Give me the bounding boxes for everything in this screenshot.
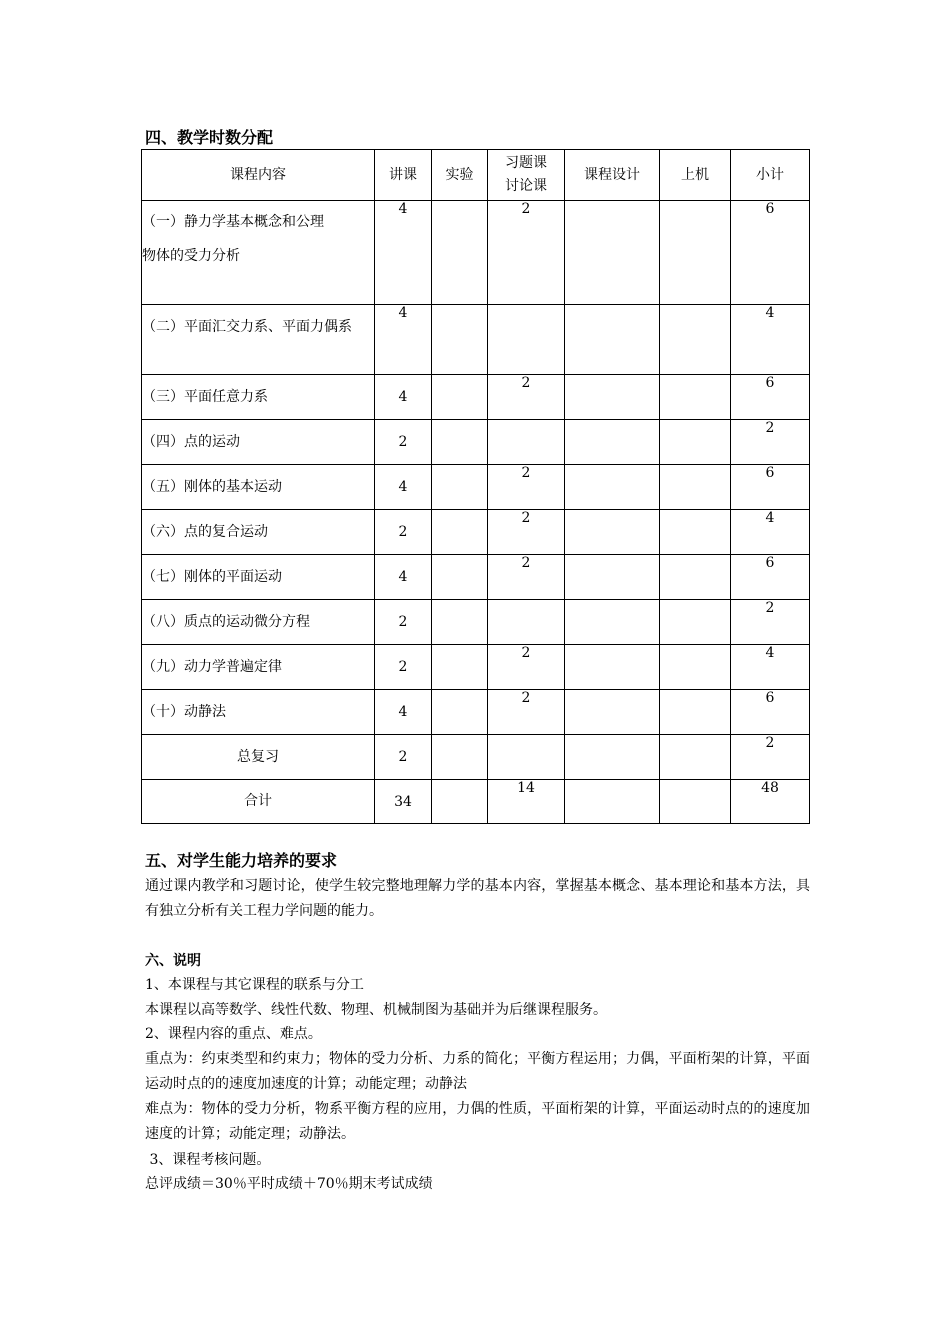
table-row xyxy=(142,735,810,780)
row-exercise: 2 xyxy=(488,465,565,510)
row-lab xyxy=(432,201,488,305)
row-content: （十）动静法 xyxy=(142,690,375,735)
row-content: （八）质点的运动微分方程 xyxy=(142,600,375,645)
row-design xyxy=(565,555,660,600)
row-design xyxy=(565,735,660,780)
section5-title: 五、对学生能力培养的要求 xyxy=(145,851,338,870)
row-lecture: 2 xyxy=(375,510,432,555)
section5-body: 通过课内教学和习题讨论，使学生较完整地理解力学的基本内容，掌握基本概念、基本理论和基本方法，具有独立分析有关工程力学问题的能力。 xyxy=(145,878,810,919)
row-lecture: 2 xyxy=(375,735,432,780)
table-row xyxy=(142,510,810,555)
row-subtotal: 4 xyxy=(731,645,810,690)
item2-key-points: 重点为：约束类型和约束力；物体的受力分析、力系的简化；平衡方程运用；力偶，平面桁架的计算，平面运动时点的的速度加速度的计算；动能定理；动静法 xyxy=(145,1051,810,1092)
table-header-row xyxy=(142,150,810,201)
row-content: （三）平面任意力系 xyxy=(142,375,375,420)
table-row xyxy=(142,600,810,645)
row-lab xyxy=(432,690,488,735)
row-subtotal: 4 xyxy=(731,305,810,375)
header-design: 课程设计 xyxy=(565,150,660,201)
row-lecture: 4 xyxy=(375,375,432,420)
table-row xyxy=(142,690,810,735)
row-content: （七）刚体的平面运动 xyxy=(142,555,375,600)
header-exercise xyxy=(488,150,565,201)
row-exercise: 2 xyxy=(488,645,565,690)
row-content: （九）动力学普遍定律 xyxy=(142,645,375,690)
row-lecture: 4 xyxy=(375,305,432,375)
row-exercise xyxy=(488,735,565,780)
row-exercise xyxy=(488,305,565,375)
header-exercise-line1: 习题课 xyxy=(505,155,547,171)
row-design xyxy=(565,375,660,420)
row-exercise: 14 xyxy=(488,780,565,824)
table-row xyxy=(142,201,810,305)
item2-title: 2、课程内容的重点、难点。 xyxy=(145,1026,322,1042)
item3-body: 总评成绩＝30％平时成绩＋70％期末考试成绩 xyxy=(145,1176,433,1192)
row-lecture: 34 xyxy=(375,780,432,824)
row-lecture: 4 xyxy=(375,555,432,600)
section6-title: 六、说明 xyxy=(145,953,201,969)
table-row xyxy=(142,555,810,600)
row-design xyxy=(565,690,660,735)
row-design xyxy=(565,510,660,555)
row-computer xyxy=(660,600,731,645)
item1-title: 1、本课程与其它课程的联系与分工 xyxy=(145,977,364,993)
header-content: 课程内容 xyxy=(142,150,375,201)
row-subtotal: 48 xyxy=(731,780,810,824)
row-exercise: 2 xyxy=(488,555,565,600)
item3-title: 3、课程考核问题。 xyxy=(145,1152,271,1168)
row-computer xyxy=(660,465,731,510)
row-lecture: 4 xyxy=(375,690,432,735)
row-computer xyxy=(660,510,731,555)
row-subtotal: 4 xyxy=(731,510,810,555)
row-lab xyxy=(432,305,488,375)
row-lab xyxy=(432,420,488,465)
header-lab: 实验 xyxy=(432,150,488,201)
row-lab xyxy=(432,645,488,690)
row-lab xyxy=(432,780,488,824)
row-lab xyxy=(432,375,488,420)
row-subtotal: 6 xyxy=(731,375,810,420)
row-exercise: 2 xyxy=(488,510,565,555)
row-computer xyxy=(660,645,731,690)
row-design xyxy=(565,465,660,510)
row-design xyxy=(565,600,660,645)
row-subtotal: 2 xyxy=(731,735,810,780)
table-row xyxy=(142,375,810,420)
row-computer xyxy=(660,201,731,305)
row-exercise: 2 xyxy=(488,690,565,735)
row-design xyxy=(565,780,660,824)
row-subtotal: 6 xyxy=(731,690,810,735)
row-lab xyxy=(432,735,488,780)
table-row xyxy=(142,420,810,465)
header-exercise-line2: 讨论课 xyxy=(505,178,547,194)
row-content: （五）刚体的基本运动 xyxy=(142,465,375,510)
header-computer: 上机 xyxy=(660,150,731,201)
table-row xyxy=(142,465,810,510)
header-subtotal: 小计 xyxy=(731,150,810,201)
row-content: （六）点的复合运动 xyxy=(142,510,375,555)
row-computer xyxy=(660,780,731,824)
row-lab xyxy=(432,600,488,645)
row-subtotal: 2 xyxy=(731,600,810,645)
row-content: 合计 xyxy=(142,780,375,824)
row-content: （二）平面汇交力系、平面力偶系 xyxy=(142,305,375,375)
row-content xyxy=(142,201,375,305)
row-lecture: 2 xyxy=(375,420,432,465)
row-content: （四）点的运动 xyxy=(142,420,375,465)
row-exercise xyxy=(488,420,565,465)
row-computer xyxy=(660,555,731,600)
table-row-total xyxy=(142,780,810,824)
row-design xyxy=(565,420,660,465)
row-lab xyxy=(432,510,488,555)
row-content-line2: 物体的受力分析 xyxy=(142,248,240,264)
row-exercise: 2 xyxy=(488,375,565,420)
row-lecture: 2 xyxy=(375,645,432,690)
section4-title: 四、教学时数分配 xyxy=(145,128,274,147)
row-design xyxy=(565,305,660,375)
table-row xyxy=(142,645,810,690)
row-design xyxy=(565,201,660,305)
row-lecture: 4 xyxy=(375,465,432,510)
item2-difficult-points: 难点为：物体的受力分析，物系平衡方程的应用，力偶的性质，平面桁架的计算，平面运动时点的的速度加速度的计算；动能定理；动静法。 xyxy=(145,1101,810,1142)
row-exercise: 2 xyxy=(488,201,565,305)
row-exercise xyxy=(488,600,565,645)
row-computer xyxy=(660,420,731,465)
row-content: 总复习 xyxy=(142,735,375,780)
row-subtotal: 6 xyxy=(731,555,810,600)
row-content-line1: （一）静力学基本概念和公理 xyxy=(142,214,324,230)
row-lecture: 2 xyxy=(375,600,432,645)
row-lecture: 4 xyxy=(375,201,432,305)
row-subtotal: 6 xyxy=(731,201,810,305)
row-lab xyxy=(432,555,488,600)
row-computer xyxy=(660,735,731,780)
row-subtotal: 6 xyxy=(731,465,810,510)
row-computer xyxy=(660,305,731,375)
row-subtotal: 2 xyxy=(731,420,810,465)
row-computer xyxy=(660,690,731,735)
row-design xyxy=(565,645,660,690)
row-lab xyxy=(432,465,488,510)
item1-body: 本课程以高等数学、线性代数、物理、机械制图为基础并为后继课程服务。 xyxy=(145,1002,607,1018)
header-lecture: 讲课 xyxy=(375,150,432,201)
teaching-hours-table xyxy=(141,149,810,824)
row-computer xyxy=(660,375,731,420)
table-row xyxy=(142,305,810,375)
